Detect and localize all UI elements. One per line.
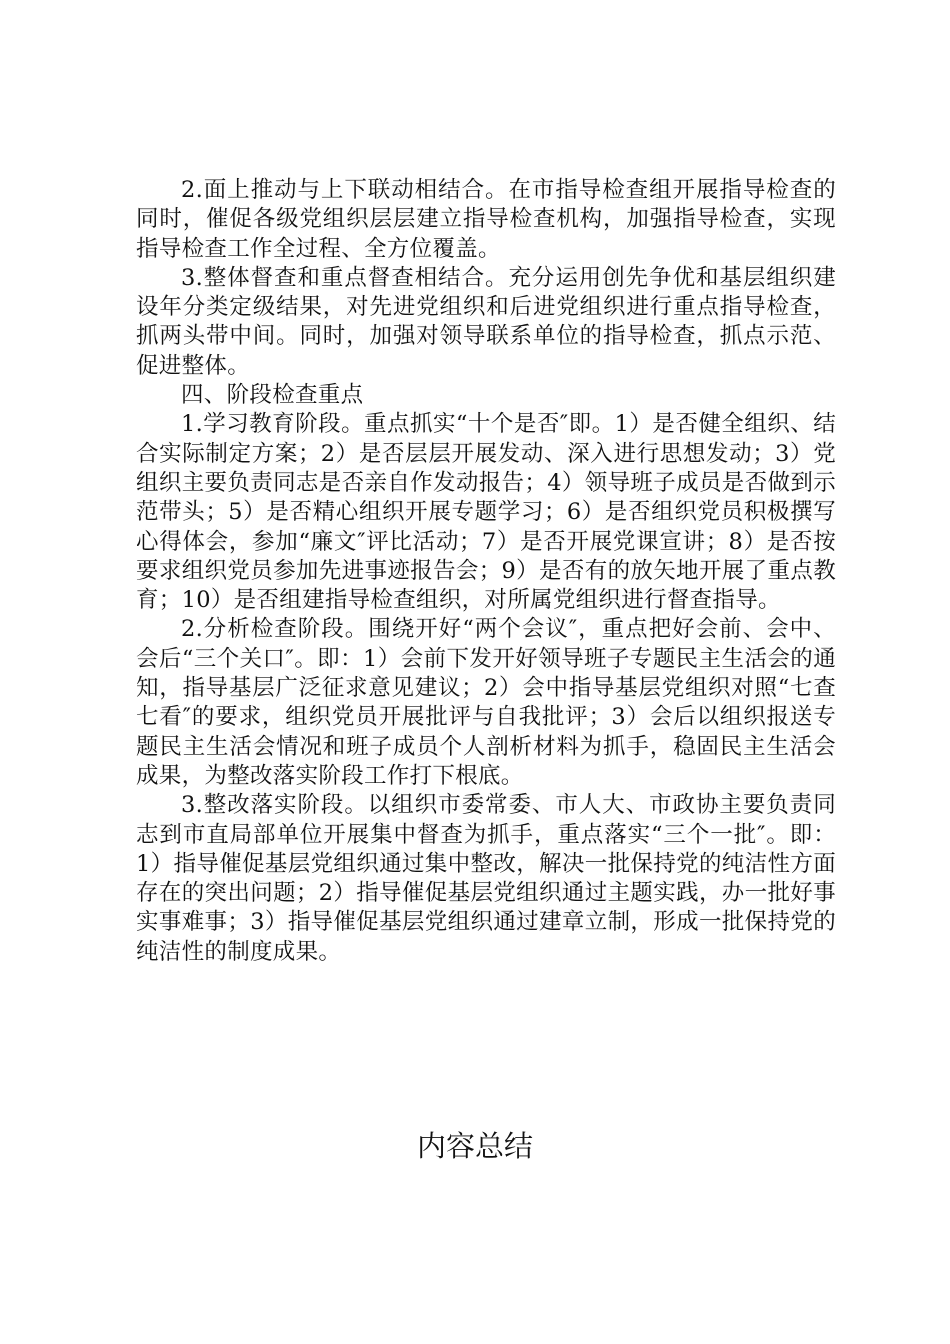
summary-title: 内容总结 [416,1129,533,1163]
section-heading-stage-inspection: 四、阶段检查重点 [181,382,364,409]
paragraph-rectification-stage: 3.整改落实阶段。以组织市委常委、市人大、市政协主要负责同志到市直局部单位开展集中督查为抓手，重点落实“三个一批″。即：1）指导催促基层党组织通过集中整改，解决一批保持党的纯洁性方面存在的突出问题；2）指导催促基层党组织通过主题实践，办一批好事实事难事；3）指导催促基层党组织通过建章立制，形成一批保持党的纯洁性的制度成果。 [136,792,836,965]
paragraph-study-education-stage: 1.学习教育阶段。重点抓实“十个是否″即。1）是否健全组织、结合实际制定方案；2）是否层层开展发动、深入进行思想发动；3）党组织主要负责同志是否亲自作发动报告；4）领导班子成员是否做到示范带头；5）是否精心组织开展专题学习；6）是否组织党员积极撰写心得体会，参加“廉文″评比活动；7）是否开展党课宣讲；8）是否按要求组织党员参加先进事迹报告会；9）是否有的放矢地开展了重点教育；10）是否组建指导检查组织，对所属党组织进行督查指导。 [136,411,836,614]
paragraph-surface-linkage: 2.面上推动与上下联动相结合。在市指导检查组开展指导检查的同时，催促各级党组织层层建立指导检查机构，加强指导检查，实现指导检查工作全过程、全方位覆盖。 [136,177,836,262]
paragraph-overall-key-supervision: 3.整体督查和重点督查相结合。充分运用创先争优和基层组织建设年分类定级结果，对先进党组织和后进党组织进行重点指导检查，抓两头带中间。同时，加强对领导联系单位的指导检查，抓点示范、促进整体。 [136,264,836,379]
document-body [136,176,836,967]
paragraph-analysis-inspection-stage: 2.分析检查阶段。围绕开好“两个会议″，重点把好会前、会中、会后“三个关口″。即：1）会前下发开好领导班子专题民主生活会的通知，指导基层广泛征求意见建议；2）会中指导基层党组织对照“七查七看″的要求，组织党员开展批评与自我批评；3）会后以组织报送专题民主生活会情况和班子成员个人剖析材料为抓手，稳固民主生活会成果，为整改落实阶段工作打下根底。 [136,616,836,789]
